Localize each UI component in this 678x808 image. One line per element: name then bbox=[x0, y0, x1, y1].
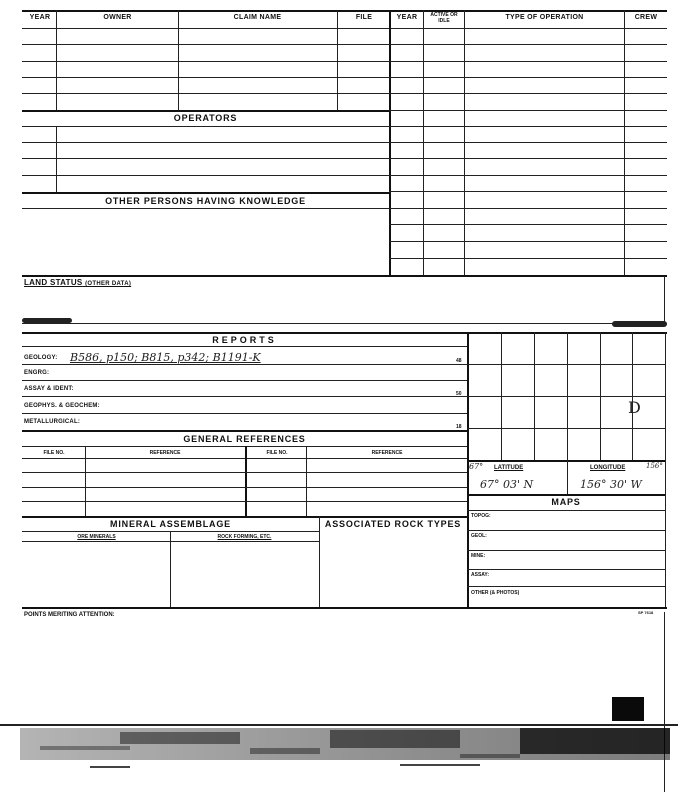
associated-rock-types-title: ASSOCIATED ROCK TYPES bbox=[324, 519, 462, 529]
land-status-label bbox=[24, 278, 131, 287]
maps-mine: MINE: bbox=[471, 553, 486, 559]
longitude-value: 156° 30' W bbox=[580, 478, 642, 491]
table-row bbox=[22, 413, 467, 414]
col-divider bbox=[567, 460, 568, 494]
table-row bbox=[22, 380, 467, 381]
header-type-of-operation: TYPE OF OPERATION bbox=[505, 14, 584, 21]
table-row bbox=[22, 501, 467, 502]
table-row bbox=[389, 175, 667, 176]
table-row bbox=[22, 175, 389, 176]
other-persons-top-border bbox=[22, 192, 389, 194]
header-file: FILE bbox=[355, 14, 373, 21]
header-active-or-idle: ACTIVE OR IDLE bbox=[430, 12, 458, 24]
col-divider bbox=[306, 446, 307, 516]
col-divider bbox=[85, 446, 86, 516]
metallurgical-label: METALLURGICAL: bbox=[24, 419, 81, 425]
table-row bbox=[467, 586, 665, 587]
operators-top-border bbox=[22, 110, 389, 112]
maps-header-border bbox=[467, 510, 665, 511]
grid-line bbox=[467, 396, 665, 397]
table-bottom-border bbox=[22, 275, 667, 277]
col-divider bbox=[178, 10, 179, 110]
table-row bbox=[22, 396, 467, 397]
table-row bbox=[389, 142, 667, 143]
reports-bottom-border bbox=[22, 430, 467, 432]
table-row bbox=[22, 142, 389, 143]
scan-noise-band bbox=[0, 718, 678, 778]
grid-mark: D bbox=[628, 398, 641, 417]
gr-file-no-2: FILE NO. bbox=[266, 450, 288, 456]
table-row bbox=[467, 550, 665, 551]
grid-line bbox=[467, 428, 665, 429]
table-row bbox=[22, 61, 389, 62]
col-divider bbox=[319, 516, 320, 608]
reports-title: REPORTS bbox=[212, 335, 277, 345]
ore-minerals-header: ORE MINERALS bbox=[77, 534, 116, 540]
geology-label: GEOLOGY: bbox=[24, 355, 58, 361]
header-year: YEAR bbox=[29, 14, 51, 21]
header-bottom-border bbox=[22, 28, 667, 29]
maps-topog: TOPOG: bbox=[471, 513, 491, 519]
gr-file-no-1: FILE NO. bbox=[43, 450, 65, 456]
latitude-value: 67° 03' N bbox=[480, 478, 534, 491]
table-row bbox=[22, 93, 389, 94]
table-row bbox=[22, 364, 467, 365]
table-row bbox=[22, 487, 467, 488]
geology-value: B586, p150; B815, p342; B1191-K bbox=[70, 351, 261, 364]
mineral-header-border bbox=[22, 541, 319, 542]
table-row bbox=[22, 472, 467, 473]
mineral-assemblage-title: MINERAL ASSEMBLAGE bbox=[110, 519, 231, 529]
table-row bbox=[389, 110, 667, 111]
maps-other: OTHER (& PHOTOS) bbox=[471, 590, 520, 596]
maps-title: MAPS bbox=[551, 497, 581, 507]
header-crew: CREW bbox=[634, 14, 658, 21]
geophys-label: GEOPHYS. & GEOCHEM: bbox=[24, 403, 100, 409]
table-row bbox=[389, 61, 667, 62]
rock-forming-header: ROCK FORMING, ETC. bbox=[217, 534, 272, 540]
table-row bbox=[389, 258, 667, 259]
geology-num: 48 bbox=[456, 358, 462, 364]
right-margin-line bbox=[664, 276, 665, 324]
table-top-border bbox=[22, 10, 667, 12]
table-row bbox=[22, 126, 389, 127]
table-row bbox=[22, 44, 389, 45]
table-row bbox=[389, 126, 667, 127]
land-status-text: LAND STATUS bbox=[24, 278, 83, 287]
table-row bbox=[389, 224, 667, 225]
grid-line bbox=[665, 332, 666, 607]
col-divider bbox=[56, 10, 57, 110]
reports-top-border bbox=[22, 323, 667, 324]
longitude-suffix: 156° bbox=[646, 462, 663, 470]
coord-bottom bbox=[467, 494, 665, 496]
form-code: SP 7618 bbox=[638, 610, 654, 615]
longitude-label: LONGITUDE bbox=[590, 465, 626, 471]
col-divider bbox=[337, 10, 338, 110]
table-row bbox=[22, 77, 389, 78]
table-row bbox=[22, 158, 389, 159]
engrg-label: ENGRG: bbox=[24, 370, 50, 376]
scan-smudge bbox=[612, 321, 667, 327]
col-divider bbox=[170, 531, 171, 608]
points-meriting-attention-label: POINTS MERITING ATTENTION: bbox=[24, 612, 115, 618]
col-divider bbox=[56, 126, 57, 192]
table-row bbox=[389, 158, 667, 159]
latitude-label: LATITUDE bbox=[494, 465, 524, 471]
gr-reference-2: REFERENCE bbox=[371, 450, 403, 456]
table-row bbox=[389, 93, 667, 94]
table-row bbox=[389, 208, 667, 209]
assay-label: ASSAY & IDENT: bbox=[24, 386, 74, 392]
table-row bbox=[389, 191, 667, 192]
assay-num: 50 bbox=[456, 391, 462, 397]
maps-assay: ASSAY: bbox=[471, 572, 490, 578]
gr-reference-1: REFERENCE bbox=[149, 450, 181, 456]
header-claim-name: CLAIM NAME bbox=[233, 14, 282, 21]
header-owner: OWNER bbox=[103, 14, 132, 21]
mineral-bottom-border bbox=[22, 607, 667, 609]
reports-border bbox=[22, 332, 667, 334]
col-divider-main bbox=[245, 446, 247, 516]
table-row bbox=[389, 44, 667, 45]
land-status-sub: (OTHER DATA) bbox=[85, 281, 132, 287]
gr-bottom-border bbox=[22, 516, 467, 518]
maps-geol: GEOL: bbox=[471, 533, 487, 539]
table-row bbox=[467, 530, 665, 531]
table-row bbox=[22, 208, 389, 209]
table-row bbox=[467, 569, 665, 570]
other-persons-title: OTHER PERSONS HAVING KNOWLEDGE bbox=[105, 196, 306, 206]
latitude-prefix: 67° bbox=[469, 462, 484, 471]
grid-bottom bbox=[467, 460, 665, 462]
header-year-2: YEAR bbox=[396, 14, 418, 21]
table-row bbox=[389, 241, 667, 242]
operators-title: OPERATORS bbox=[173, 113, 238, 123]
grid-line bbox=[467, 364, 665, 365]
metallurgical-num: 18 bbox=[456, 424, 462, 430]
general-references-title: GENERAL REFERENCES bbox=[183, 434, 306, 444]
reports-header-border bbox=[22, 346, 467, 347]
table-row bbox=[389, 77, 667, 78]
